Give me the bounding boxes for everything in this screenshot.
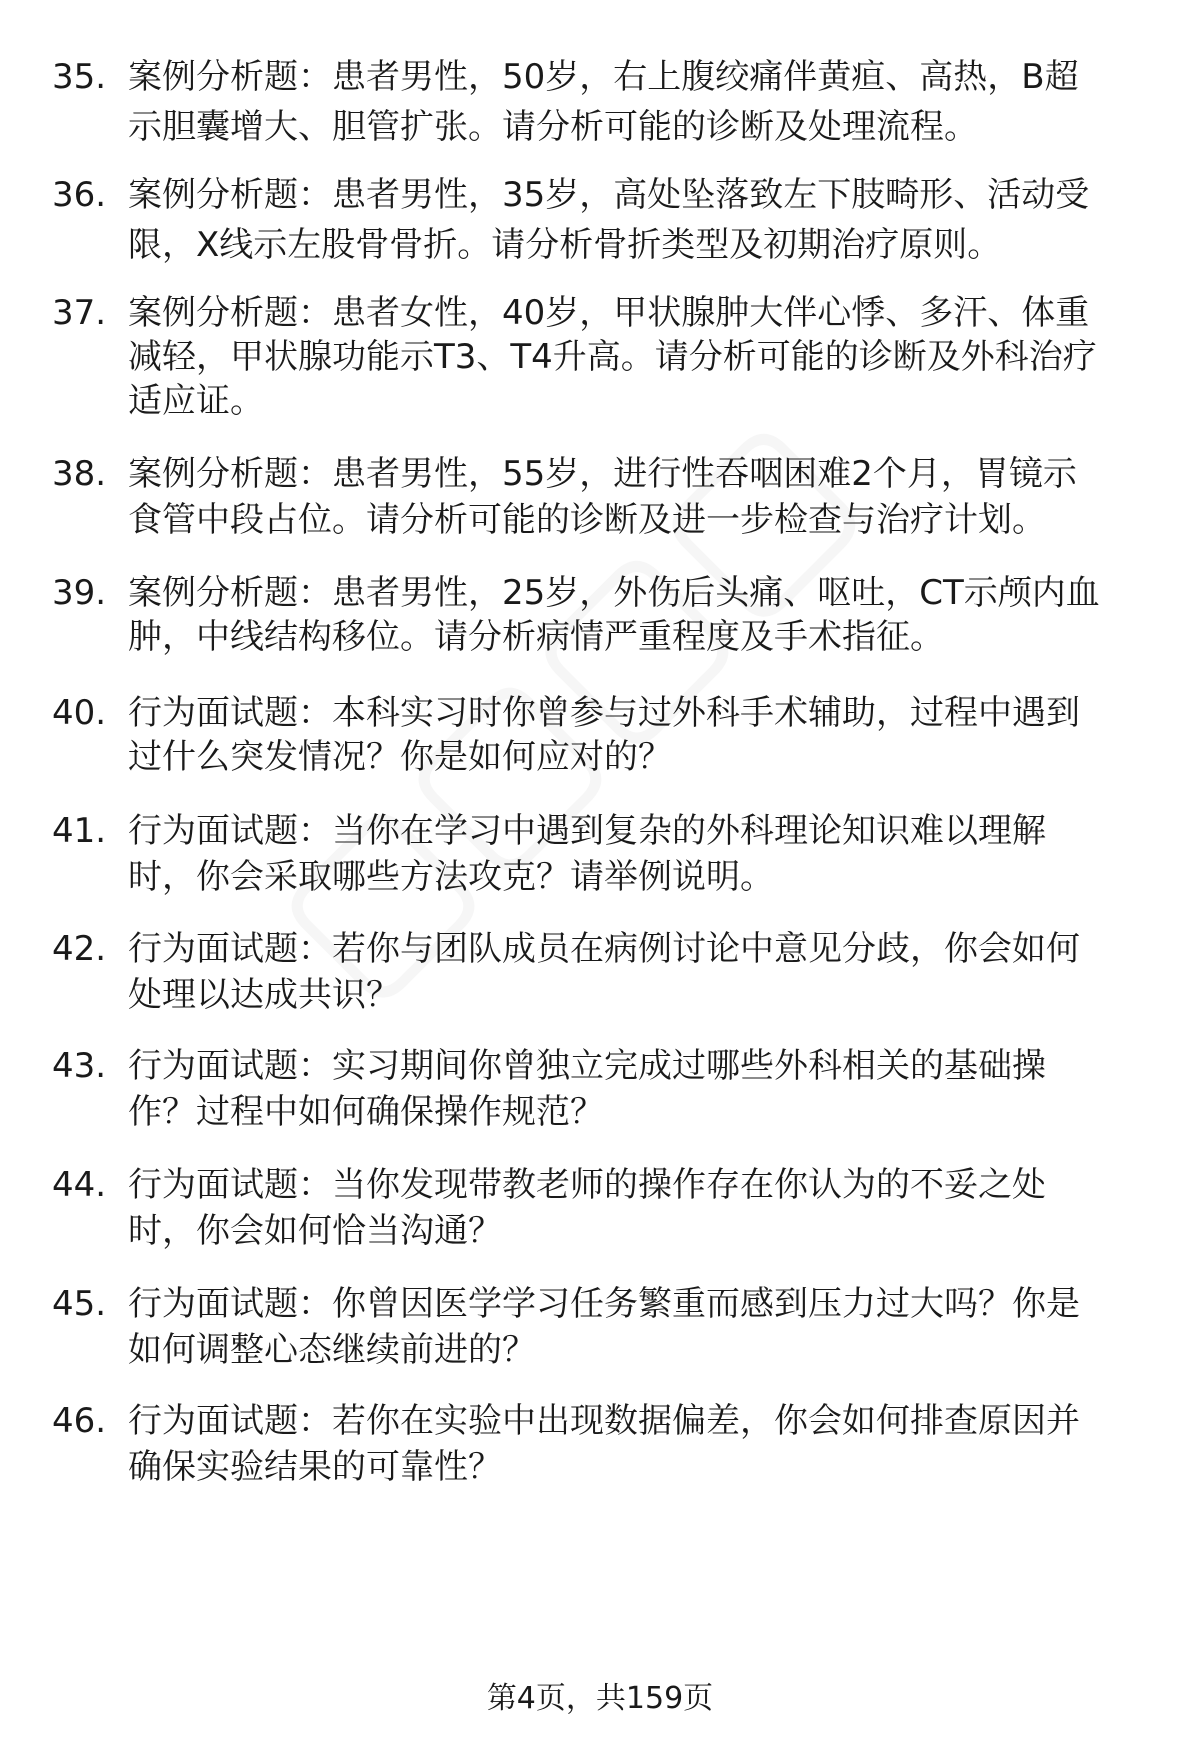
question-text-line: 行为面试题：当你在学习中遇到复杂的外科理论知识难以理解 [128,811,1046,851]
question-text-line: 行为面试题：若你与团队成员在病例讨论中意见分歧，你会如何 [128,929,1080,969]
question-text-line: 行为面试题：本科实习时你曾参与过外科手术辅助，过程中遇到 [128,693,1080,733]
question-number: 36. [52,175,107,215]
question-number: 39. [52,573,107,613]
question-number: 44. [52,1165,107,1205]
question-text-line: 行为面试题：当你发现带教老师的操作存在你认为的不妥之处 [128,1165,1046,1205]
question-number: 43. [52,1046,107,1086]
question-text-line: 示胆囊增大、胆管扩张。请分析可能的诊断及处理流程。 [128,107,978,147]
question-number: 35. [52,57,107,97]
page-number: 第4页，共159页 [486,1681,714,1716]
question-number: 40. [52,693,107,733]
question-number: 45. [52,1284,107,1324]
question-text-line: 案例分析题：患者男性，55岁，进行性吞咽困难2个月，胃镜示 [128,454,1077,494]
question-text-line: 作？过程中如何确保操作规范？ [128,1092,604,1132]
question-text-line: 过什么突发情况？你是如何应对的？ [128,737,672,777]
question-text-line: 限，X线示左股骨骨折。请分析骨折类型及初期治疗原则。 [128,225,1002,265]
question-text-line: 确保实验结果的可靠性？ [128,1447,502,1487]
question-number: 46. [52,1401,107,1441]
question-number: 41. [52,811,107,851]
question-text-line: 时，你会采取哪些方法攻克？请举例说明。 [128,857,774,897]
question-text-line: 肿，中线结构移位。请分析病情严重程度及手术指征。 [128,617,944,657]
question-number: 37. [52,293,107,333]
question-text-line: 案例分析题：患者男性，25岁，外伤后头痛、呕吐，CT示颅内血 [128,573,1100,613]
question-text-line: 如何调整心态继续前进的？ [128,1330,536,1370]
question-text-line: 食管中段占位。请分析可能的诊断及进一步检查与治疗计划。 [128,500,1046,540]
question-text-line: 行为面试题：你曾因医学学习任务繁重而感到压力过大吗？你是 [128,1284,1080,1324]
question-number: 42. [52,929,107,969]
question-text-line: 处理以达成共识？ [128,975,400,1015]
question-text-line: 行为面试题：若你在实验中出现数据偏差，你会如何排查原因并 [128,1401,1080,1441]
question-text-line: 减轻，甲状腺功能示T3、T4升高。请分析可能的诊断及外科治疗 [128,337,1097,377]
question-text-line: 适应证。 [128,381,264,421]
question-number: 38. [52,454,107,494]
question-text-line: 案例分析题：患者男性，50岁，右上腹绞痛伴黄疸、高热，B超 [128,57,1079,97]
question-text-line: 案例分析题：患者男性，35岁，高处坠落致左下肢畸形、活动受 [128,175,1090,215]
question-text-line: 时，你会如何恰当沟通？ [128,1211,502,1251]
question-text-line: 行为面试题：实习期间你曾独立完成过哪些外科相关的基础操 [128,1046,1046,1086]
question-text-line: 案例分析题：患者女性，40岁，甲状腺肿大伴心悸、多汗、体重 [128,293,1090,333]
